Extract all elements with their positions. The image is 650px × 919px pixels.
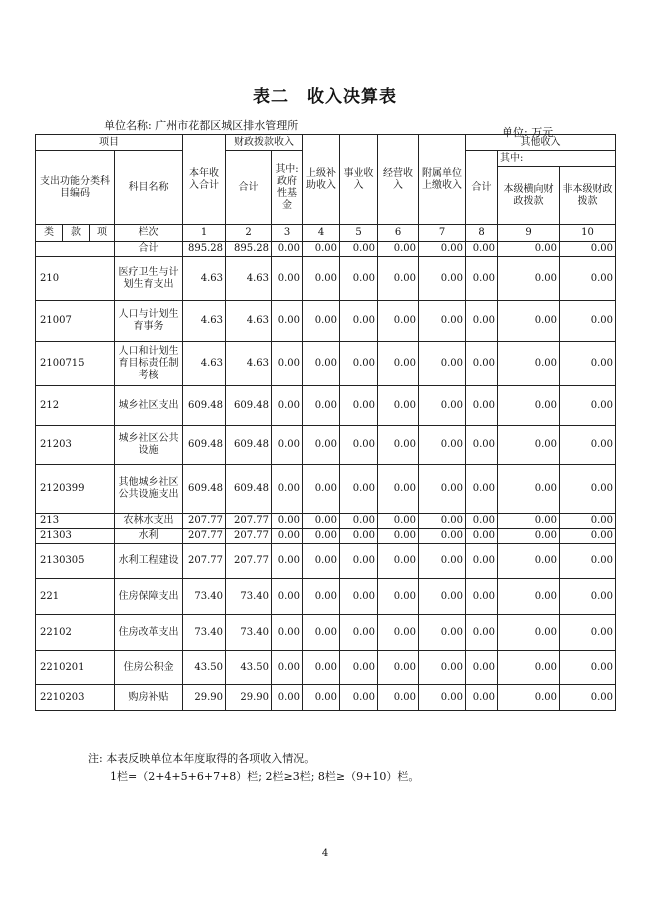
value-cell: 0.00: [340, 342, 378, 386]
value-cell: 0.00: [498, 651, 560, 685]
value-cell: 0.00: [560, 426, 616, 465]
value-cell: 0.00: [560, 257, 616, 301]
value-cell: 609.48: [183, 426, 226, 465]
function-code-cell: 2210203: [36, 685, 115, 711]
table-row: [36, 301, 616, 342]
total-label: 合计: [115, 242, 183, 257]
value-cell: 0.00: [498, 342, 560, 386]
total-value: 0.00: [498, 242, 560, 257]
col-num: 7: [419, 225, 466, 242]
total-value: 0.00: [560, 242, 616, 257]
table-row: [36, 579, 616, 615]
header-col-index: 栏次: [115, 225, 183, 242]
header-lei: 类: [36, 225, 63, 242]
value-cell: 0.00: [340, 685, 378, 711]
value-cell: 0.00: [272, 514, 303, 529]
table-row: [36, 529, 616, 544]
value-cell: 0.00: [378, 529, 419, 544]
table-row: [36, 514, 616, 529]
value-cell: 0.00: [419, 544, 466, 579]
value-cell: 0.00: [419, 514, 466, 529]
unit-name-label: 单位名称: 广州市花都区城区排水管理所: [104, 119, 299, 132]
value-cell: 0.00: [303, 615, 340, 651]
value-cell: 0.00: [378, 342, 419, 386]
value-cell: 0.00: [466, 579, 498, 615]
value-cell: 207.77: [183, 529, 226, 544]
value-cell: 0.00: [340, 426, 378, 465]
header-business-income: 事业收入: [340, 135, 378, 225]
value-cell: 609.48: [226, 465, 272, 514]
value-cell: 0.00: [378, 426, 419, 465]
value-cell: 4.63: [183, 301, 226, 342]
value-cell: 0.00: [378, 465, 419, 514]
total-row: [36, 242, 616, 257]
subject-name-cell: 购房补贴: [115, 685, 183, 711]
value-cell: 0.00: [340, 257, 378, 301]
value-cell: 0.00: [419, 465, 466, 514]
function-code-cell: 22102: [36, 615, 115, 651]
value-cell: 4.63: [226, 301, 272, 342]
value-cell: 0.00: [272, 342, 303, 386]
value-cell: 0.00: [560, 514, 616, 529]
table-row: [36, 386, 616, 426]
value-cell: 4.63: [183, 342, 226, 386]
header-upper-subsidy: 上级补助收入: [303, 135, 340, 225]
value-cell: 0.00: [419, 651, 466, 685]
header-kuan: 款: [63, 225, 90, 242]
value-cell: 0.00: [466, 615, 498, 651]
function-code-cell: 2120399: [36, 465, 115, 514]
function-code-cell: 2130305: [36, 544, 115, 579]
total-value: 0.00: [419, 242, 466, 257]
value-cell: 0.00: [303, 651, 340, 685]
header-operating-income: 经营收入: [378, 135, 419, 225]
value-cell: 0.00: [378, 579, 419, 615]
function-code-cell: 221: [36, 579, 115, 615]
value-cell: 0.00: [466, 257, 498, 301]
total-value: 0.00: [340, 242, 378, 257]
value-cell: 0.00: [340, 615, 378, 651]
value-cell: 0.00: [498, 514, 560, 529]
value-cell: 0.00: [340, 529, 378, 544]
value-cell: 0.00: [303, 257, 340, 301]
value-cell: 0.00: [378, 685, 419, 711]
note-line-1: 注: 本表反映单位本年度取得的各项收入情况。: [88, 752, 316, 765]
subject-name-cell: 人口与计划生育事务: [115, 301, 183, 342]
page-number: 4: [321, 848, 329, 859]
value-cell: 0.00: [466, 529, 498, 544]
value-cell: 0.00: [272, 544, 303, 579]
value-cell: 0.00: [303, 544, 340, 579]
header-other-group: 其他收入: [466, 135, 616, 151]
value-cell: 0.00: [498, 529, 560, 544]
value-cell: 0.00: [378, 514, 419, 529]
value-cell: 609.48: [183, 465, 226, 514]
value-cell: 0.00: [498, 426, 560, 465]
value-cell: 0.00: [560, 651, 616, 685]
value-cell: 0.00: [340, 544, 378, 579]
function-code-cell: 2100715: [36, 342, 115, 386]
value-cell: 207.77: [226, 529, 272, 544]
header-other-among: 其中:: [498, 151, 616, 167]
function-code-cell: 21303: [36, 529, 115, 544]
value-cell: 0.00: [419, 426, 466, 465]
table-body: [36, 257, 616, 711]
function-code-cell: 21203: [36, 426, 115, 465]
value-cell: 0.00: [560, 544, 616, 579]
value-cell: 29.90: [226, 685, 272, 711]
value-cell: 0.00: [498, 544, 560, 579]
unit-measure-label: 单位: 万元: [502, 126, 554, 139]
value-cell: 0.00: [466, 685, 498, 711]
value-cell: 73.40: [226, 579, 272, 615]
value-cell: 0.00: [466, 465, 498, 514]
col-num: 10: [560, 225, 616, 242]
value-cell: 0.00: [560, 579, 616, 615]
value-cell: 609.48: [226, 426, 272, 465]
table-row: [36, 544, 616, 579]
value-cell: 0.00: [340, 651, 378, 685]
value-cell: 0.00: [419, 529, 466, 544]
subject-name-cell: 水利工程建设: [115, 544, 183, 579]
value-cell: 0.00: [419, 257, 466, 301]
header-other-total: 合计: [466, 151, 498, 225]
value-cell: 0.00: [560, 465, 616, 514]
header-fiscal-total: 合计: [226, 151, 272, 225]
value-cell: 0.00: [466, 514, 498, 529]
value-cell: 4.63: [183, 257, 226, 301]
header-fiscal-gov-fund: 其中:政府性基金: [272, 151, 303, 225]
value-cell: 0.00: [340, 514, 378, 529]
value-cell: 207.77: [226, 514, 272, 529]
col-num: 4: [303, 225, 340, 242]
value-cell: 0.00: [466, 342, 498, 386]
total-value: 0.00: [303, 242, 340, 257]
value-cell: 0.00: [272, 465, 303, 514]
function-code-cell: 213: [36, 514, 115, 529]
value-cell: 0.00: [303, 386, 340, 426]
header-total-income: 本年收入合计: [183, 135, 226, 225]
value-cell: 0.00: [303, 579, 340, 615]
note-line-2: 1栏=（2+4+5+6+7+8）栏; 2栏≥3栏; 8栏≥（9+10）栏。: [110, 770, 420, 783]
value-cell: 0.00: [340, 579, 378, 615]
page-title: 表二 收入决算表: [253, 87, 397, 107]
value-cell: 0.00: [303, 301, 340, 342]
value-cell: 0.00: [303, 342, 340, 386]
value-cell: 0.00: [272, 579, 303, 615]
value-cell: 0.00: [419, 615, 466, 651]
value-cell: 0.00: [272, 426, 303, 465]
table-row: [36, 651, 616, 685]
value-cell: 0.00: [466, 651, 498, 685]
header-item: 项目: [36, 135, 183, 151]
value-cell: 4.63: [226, 257, 272, 301]
subject-name-cell: 医疗卫生与计划生育支出: [115, 257, 183, 301]
function-code-cell: 2210201: [36, 651, 115, 685]
value-cell: 0.00: [498, 301, 560, 342]
table-row: [36, 615, 616, 651]
subject-name-cell: 城乡社区公共设施: [115, 426, 183, 465]
header-func-code: 支出功能分类科目编码: [36, 151, 115, 225]
value-cell: 0.00: [340, 301, 378, 342]
value-cell: 0.00: [560, 685, 616, 711]
value-cell: 609.48: [183, 386, 226, 426]
table-row: [36, 342, 616, 386]
total-value: 0.00: [378, 242, 419, 257]
value-cell: 207.77: [226, 544, 272, 579]
value-cell: 0.00: [340, 465, 378, 514]
value-cell: 4.63: [226, 342, 272, 386]
value-cell: 0.00: [378, 615, 419, 651]
total-value: 0.00: [272, 242, 303, 257]
value-cell: 0.00: [466, 301, 498, 342]
table-row: [36, 685, 616, 711]
subject-name-cell: 其他城乡社区公共设施支出: [115, 465, 183, 514]
value-cell: 0.00: [378, 257, 419, 301]
value-cell: 0.00: [272, 386, 303, 426]
header-fiscal-group: 财政拨款收入: [226, 135, 303, 151]
value-cell: 73.40: [226, 615, 272, 651]
col-num: 8: [466, 225, 498, 242]
value-cell: 0.00: [378, 544, 419, 579]
value-cell: 73.40: [183, 579, 226, 615]
table-row: [36, 465, 616, 514]
col-num: 3: [272, 225, 303, 242]
value-cell: 0.00: [378, 651, 419, 685]
subject-name-cell: 农林水支出: [115, 514, 183, 529]
col-num: 6: [378, 225, 419, 242]
value-cell: 0.00: [272, 257, 303, 301]
total-value: 895.28: [226, 242, 272, 257]
income-table: [35, 134, 616, 711]
col-num: 9: [498, 225, 560, 242]
value-cell: 207.77: [183, 544, 226, 579]
value-cell: 0.00: [419, 342, 466, 386]
subject-name-cell: 住房公积金: [115, 651, 183, 685]
header-xiang: 项: [90, 225, 115, 242]
value-cell: 0.00: [560, 529, 616, 544]
value-cell: 0.00: [498, 465, 560, 514]
function-code-cell: 210: [36, 257, 115, 301]
value-cell: 0.00: [560, 615, 616, 651]
value-cell: 43.50: [226, 651, 272, 685]
value-cell: 0.00: [498, 615, 560, 651]
value-cell: 0.00: [303, 426, 340, 465]
function-code-cell: 21007: [36, 301, 115, 342]
col-num: 1: [183, 225, 226, 242]
value-cell: 0.00: [560, 386, 616, 426]
value-cell: 0.00: [272, 651, 303, 685]
subject-name-cell: 住房保障支出: [115, 579, 183, 615]
value-cell: 73.40: [183, 615, 226, 651]
value-cell: 0.00: [272, 685, 303, 711]
total-value: 895.28: [183, 242, 226, 257]
value-cell: 0.00: [303, 465, 340, 514]
value-cell: 0.00: [498, 685, 560, 711]
value-cell: 0.00: [419, 301, 466, 342]
value-cell: 0.00: [498, 579, 560, 615]
col-num: 5: [340, 225, 378, 242]
function-code-cell: 212: [36, 386, 115, 426]
value-cell: 0.00: [466, 426, 498, 465]
value-cell: 0.00: [498, 257, 560, 301]
table-row: [36, 426, 616, 465]
col-num: 2: [226, 225, 272, 242]
value-cell: 0.00: [498, 386, 560, 426]
value-cell: 0.00: [378, 301, 419, 342]
value-cell: 0.00: [340, 386, 378, 426]
value-cell: 0.00: [560, 301, 616, 342]
subject-name-cell: 住房改革支出: [115, 615, 183, 651]
value-cell: 0.00: [303, 514, 340, 529]
subject-name-cell: 人口和计划生育目标责任制考核: [115, 342, 183, 386]
subject-name-cell: 水利: [115, 529, 183, 544]
value-cell: 0.00: [303, 685, 340, 711]
subject-name-cell: 城乡社区支出: [115, 386, 183, 426]
value-cell: 0.00: [466, 386, 498, 426]
value-cell: 0.00: [378, 386, 419, 426]
value-cell: 0.00: [272, 301, 303, 342]
total-value: 0.00: [466, 242, 498, 257]
value-cell: 0.00: [419, 685, 466, 711]
total-empty-cell: [36, 242, 115, 257]
value-cell: 0.00: [419, 579, 466, 615]
value-cell: 0.00: [560, 342, 616, 386]
value-cell: 0.00: [303, 529, 340, 544]
value-cell: 0.00: [419, 386, 466, 426]
value-cell: 0.00: [466, 544, 498, 579]
value-cell: 0.00: [272, 615, 303, 651]
value-cell: 207.77: [183, 514, 226, 529]
value-cell: 29.90: [183, 685, 226, 711]
value-cell: 609.48: [226, 386, 272, 426]
header-subject-name: 科目名称: [115, 151, 183, 225]
header-affiliated-income: 附属单位上缴收入: [419, 135, 466, 225]
value-cell: 43.50: [183, 651, 226, 685]
header-other-non-fiscal: 非本级财政拨款: [560, 167, 616, 225]
header-other-horizontal: 本级横向财政拨款: [498, 167, 560, 225]
value-cell: 0.00: [272, 529, 303, 544]
table-row: [36, 257, 616, 301]
